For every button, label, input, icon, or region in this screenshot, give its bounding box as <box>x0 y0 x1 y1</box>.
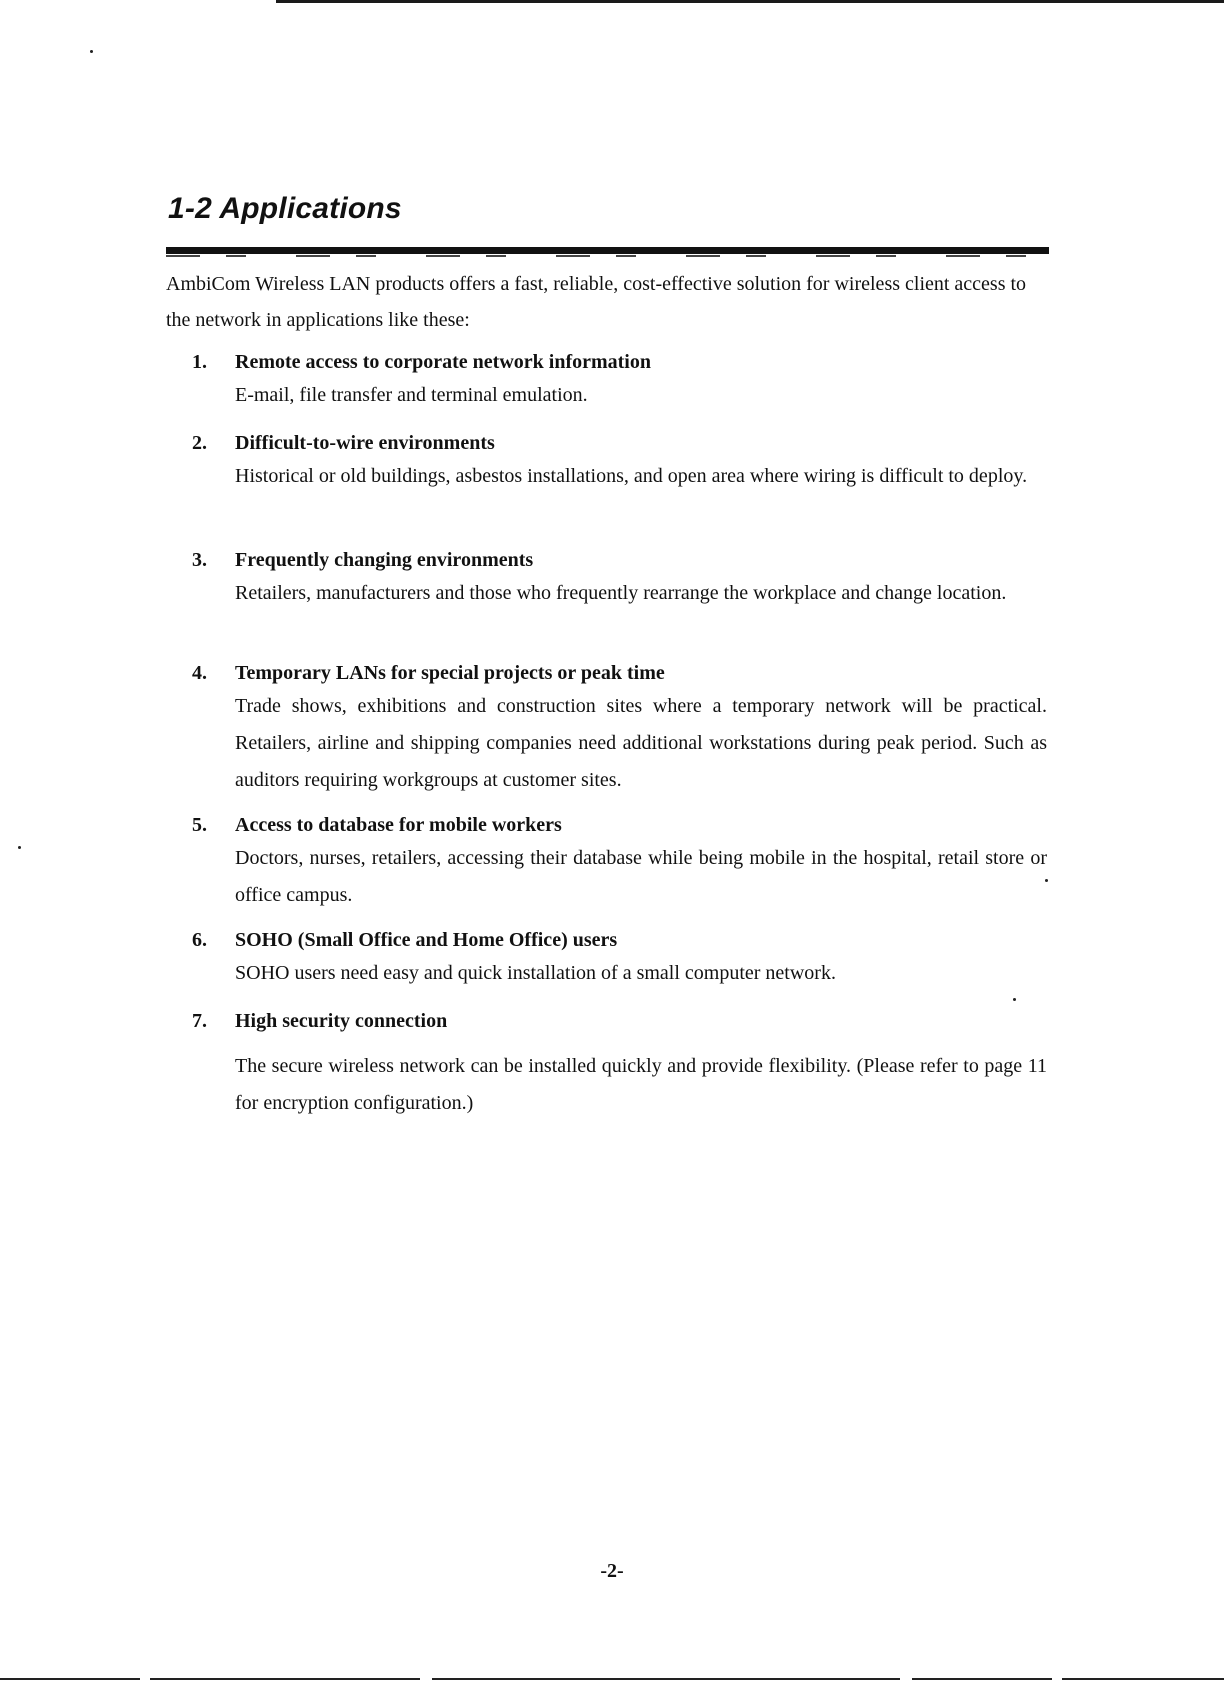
item-number: 6. <box>192 929 207 951</box>
item-description: Trade shows, exhibitions and construction sites where a temporary network will be practical. Retailers, airline and shipping companies need additional workstations during peak period. Such as auditors requiring workgroups at customer sites. <box>235 695 1047 791</box>
item-description: SOHO users need easy and quick installation of a small computer network. <box>235 962 836 984</box>
item-heading: High security connection <box>235 1010 448 1032</box>
scan-speck <box>18 846 21 849</box>
item-heading: Difficult-to-wire environments <box>235 432 495 454</box>
intro-paragraph: AmbiCom Wireless LAN products offers a fast, reliable, cost-effective solution for wireless client access to the network in applications like these: <box>166 273 1027 331</box>
item-number: 3. <box>192 549 207 571</box>
item-heading: Temporary LANs for special projects or peak time <box>235 662 665 684</box>
item-description: Retailers, manufacturers and those who frequently rearrange the workplace and change location. <box>235 582 1007 604</box>
page-title: 1-2 Applications <box>168 192 402 225</box>
item-number: 7. <box>192 1010 207 1032</box>
item-description: Doctors, nurses, retailers, accessing their database while being mobile in the hospital, retail store or office campus. <box>235 847 1047 906</box>
item-heading: Remote access to corporate network information <box>235 351 651 373</box>
page-number: -2- <box>600 1560 624 1582</box>
item-number: 5. <box>192 814 207 836</box>
item-number: 2. <box>192 432 207 454</box>
item-heading: SOHO (Small Office and Home Office) users <box>235 929 618 951</box>
scan-speck <box>90 50 93 53</box>
item-heading: Access to database for mobile workers <box>235 814 562 836</box>
scan-bottom-edge <box>0 1678 1224 1680</box>
item-description: Historical or old buildings, asbestos installations, and open area where wiring is difficult to deploy. <box>235 465 1028 487</box>
title-rule-fringe <box>166 255 1049 257</box>
title-rule <box>166 247 1049 254</box>
scan-top-edge <box>276 0 1224 3</box>
item-description: The secure wireless network can be installed quickly and provide flexibility. (Please refer to page 11 for encryption configuration.) <box>235 1055 1047 1114</box>
scan-speck <box>1013 998 1016 1001</box>
item-number: 4. <box>192 662 207 684</box>
item-heading: Frequently changing environments <box>235 549 534 571</box>
item-description: E-mail, file transfer and terminal emulation. <box>235 384 588 406</box>
item-number: 1. <box>192 351 207 373</box>
